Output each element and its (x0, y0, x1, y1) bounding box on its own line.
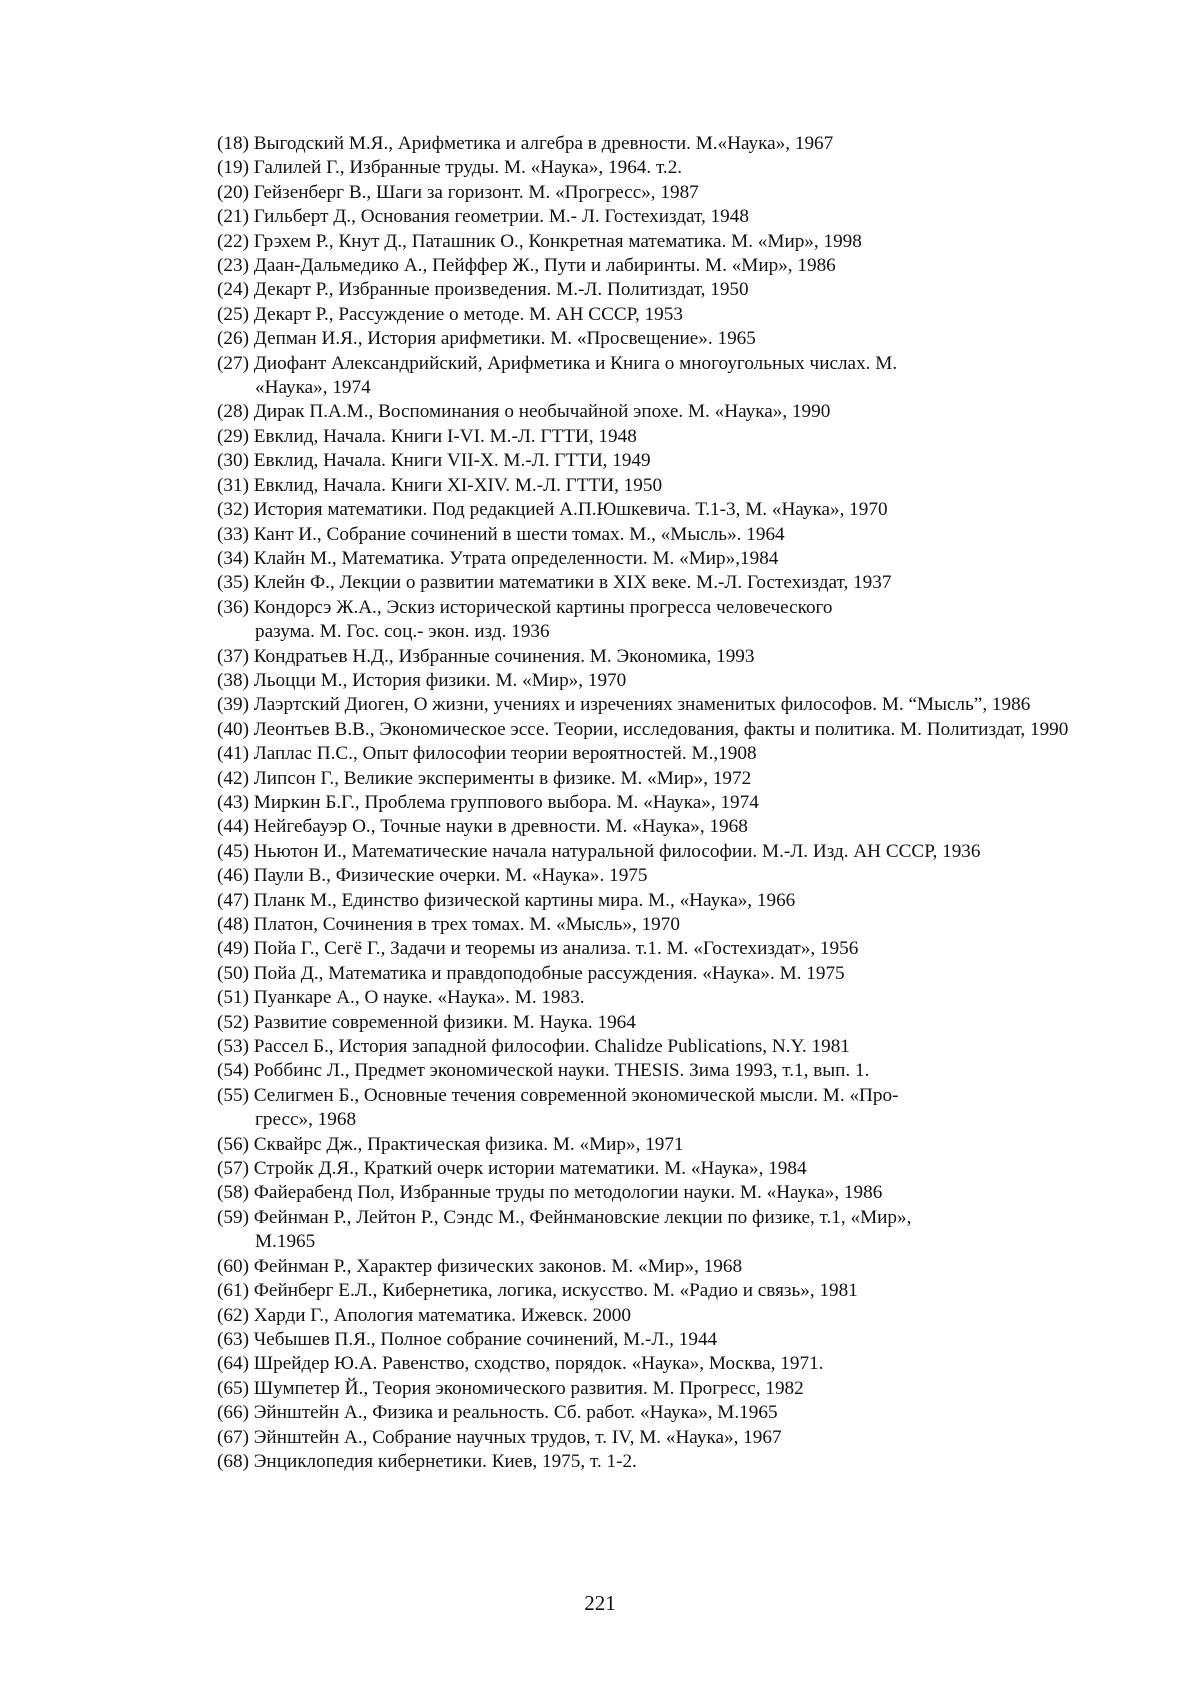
reference-item (217, 498, 1105, 522)
reference-number: (50) (217, 963, 249, 984)
reference-item (217, 645, 1105, 669)
reference-number: (26) (217, 328, 249, 349)
reference-text: Фейнман Р., Характер физических законов. М. «Мир», 1968 (254, 1256, 742, 1277)
reference-text: Файерабенд Пол, Избранные труды по методологии науки. М. «Наука», 1986 (254, 1182, 883, 1203)
reference-number: (42) (217, 768, 249, 789)
reference-number: (57) (217, 1158, 249, 1179)
reference-number: (64) (217, 1353, 249, 1374)
reference-item (217, 1157, 1105, 1181)
reference-item (217, 1133, 1105, 1157)
reference-text: Галилей Г., Избранные труды. М. «Наука», 1964. т.2. (254, 157, 682, 178)
reference-number: (32) (217, 499, 249, 520)
reference-number: (25) (217, 304, 249, 325)
reference-number: (53) (217, 1036, 249, 1057)
reference-item (217, 1084, 955, 1133)
reference-text: Депман И.Я., История арифметики. М. «Просвещение». 1965 (254, 328, 756, 349)
reference-text: Кондратьев Н.Д., Избранные сочинения. М. Экономика, 1993 (254, 646, 755, 667)
reference-item (217, 1011, 1105, 1035)
reference-number: (63) (217, 1329, 249, 1350)
reference-text: Пойа Г., Сегё Г., Задачи и теоремы из анализа. т.1. М. «Гостехиздат», 1956 (254, 938, 859, 959)
reference-number: (21) (217, 206, 249, 227)
reference-item (217, 669, 1105, 693)
reference-item (217, 1304, 1105, 1328)
reference-item (217, 937, 1105, 961)
reference-number: (55) (217, 1085, 249, 1106)
reference-text: Декарт Р., Избранные произведения. М.-Л. Политиздат, 1950 (254, 279, 749, 300)
reference-number: (24) (217, 279, 249, 300)
reference-text: Клейн Ф., Лекции о развитии математики в XIX веке. М.-Л. Гостехиздат, 1937 (254, 572, 892, 593)
reference-text: Развитие современной физики. М. Наука. 1964 (254, 1012, 636, 1033)
reference-item (217, 352, 955, 401)
reference-number: (45) (217, 841, 249, 862)
reference-item (217, 571, 1105, 595)
reference-text: Ньютон И., Математические начала натуральной философии. М.-Л. Изд. АН СССР, 1936 (254, 841, 981, 862)
reference-text: Планк М., Единство физической картины мира. М., «Наука», 1966 (254, 890, 796, 911)
reference-item (217, 400, 1105, 424)
reference-item (217, 1181, 935, 1205)
reference-item (217, 278, 1105, 302)
reference-item (217, 1059, 1105, 1083)
reference-number: (62) (217, 1305, 249, 1326)
reference-text: Даан-Дальмедико А., Пейффер Ж., Пути и лабиринты. М. «Мир», 1986 (254, 255, 836, 276)
reference-text: Кондорсэ Ж.А., Эскиз исторической картины прогресса человеческого разума. М. Гос. соц.- экон. изд. 1936 (254, 597, 833, 642)
reference-number: (29) (217, 426, 249, 447)
reference-item (217, 791, 1105, 815)
reference-text: Евклид, Начала. Книги VII-X. М.-Л. ГТТИ, 1949 (254, 450, 651, 471)
reference-number: (44) (217, 816, 249, 837)
reference-item (217, 449, 1105, 473)
reference-item (217, 425, 1105, 449)
reference-number: (47) (217, 890, 249, 911)
reference-text: Пуанкаре А., О науке. «Наука». М. 1983. (254, 987, 585, 1008)
reference-item (217, 815, 1105, 839)
reference-text: Нейгебауэр О., Точные науки в древности. М. «Наука», 1968 (254, 816, 748, 837)
reference-item (217, 718, 1105, 742)
reference-text: Эйнштейн А., Физика и реальность. Сб. работ. «Наука», М.1965 (254, 1402, 778, 1423)
reference-number: (27) (217, 353, 249, 374)
reference-text: Стройк Д.Я., Краткий очерк истории математики. М. «Наука», 1984 (254, 1158, 807, 1179)
reference-item (217, 523, 1105, 547)
reference-number: (48) (217, 914, 249, 935)
reference-number: (67) (217, 1427, 249, 1448)
reference-number: (38) (217, 670, 249, 691)
reference-item (217, 181, 1105, 205)
reference-number: (49) (217, 938, 249, 959)
reference-text: Энциклопедия кибернетики. Киев, 1975, т. 1-2. (254, 1451, 637, 1472)
reference-number: (54) (217, 1060, 249, 1081)
reference-number: (22) (217, 231, 249, 252)
reference-number: (52) (217, 1012, 249, 1033)
reference-number: (56) (217, 1134, 249, 1155)
reference-text: Гейзенберг В., Шаги за горизонт. М. «Прогресс», 1987 (254, 182, 699, 203)
reference-item (217, 1377, 1105, 1401)
reference-number: (28) (217, 401, 249, 422)
reference-text: Селигмен Б., Основные течения современной экономической мысли. М. «Про-гресс», 1968 (254, 1085, 899, 1130)
reference-item (217, 230, 1105, 254)
reference-item (217, 474, 1105, 498)
reference-text: Сквайрс Дж., Практическая физика. М. «Мир», 1971 (254, 1134, 684, 1155)
reference-text: Шрейдер Ю.А. Равенство, сходство, порядок. «Наука», Москва, 1971. (254, 1353, 824, 1374)
reference-number: (30) (217, 450, 249, 471)
reference-number: (43) (217, 792, 249, 813)
reference-item (217, 1401, 1105, 1425)
reference-text: Фейнберг Е.Л., Кибернетика, логика, искусство. М. «Радио и связь», 1981 (254, 1280, 858, 1301)
reference-text: Льоцци М., История физики. М. «Мир», 1970 (254, 670, 626, 691)
reference-text: Эйнштейн А., Собрание научных трудов, т. IV, М. «Наука», 1967 (254, 1427, 782, 1448)
document-page (0, 0, 1200, 1697)
reference-text: Рассел Б., История западной философии. Chalidze Publications, N.Y. 1981 (254, 1036, 850, 1057)
reference-item (217, 156, 1105, 180)
reference-number: (19) (217, 157, 249, 178)
reference-number: (18) (217, 133, 249, 154)
reference-text: Клайн М., Математика. Утрата определенности. М. «Мир»,1984 (254, 548, 779, 569)
reference-text: Паули В., Физические очерки. М. «Наука». 1975 (254, 865, 648, 886)
reference-item (217, 986, 1105, 1010)
reference-item (217, 767, 1105, 791)
reference-item (217, 1450, 1105, 1474)
reference-item (217, 547, 1105, 571)
reference-number: (20) (217, 182, 249, 203)
reference-number: (33) (217, 524, 249, 545)
reference-text: Евклид, Начала. Книги I-VI. М.-Л. ГТТИ, 1948 (254, 426, 637, 447)
reference-text: Диофант Александрийский, Арифметика и Книга о многоугольных числах. М. «Наука», 1974 (254, 353, 897, 398)
reference-item (217, 254, 1105, 278)
reference-item (217, 327, 1105, 351)
reference-number: (41) (217, 743, 249, 764)
reference-text: Липсон Г., Великие эксперименты в физике. М. «Мир», 1972 (254, 768, 751, 789)
reference-number: (51) (217, 987, 249, 1008)
reference-text: Выгодский М.Я., Арифметика и алгебра в древности. М.«Наука», 1967 (254, 133, 833, 154)
reference-text: Гильберт Д., Основания геометрии. М.- Л. Гостехиздат, 1948 (254, 206, 749, 227)
reference-number: (39) (217, 694, 249, 715)
reference-text: Роббинс Л., Предмет экономической науки. THESIS. Зима 1993, т.1, вып. 1. (254, 1060, 870, 1081)
reference-text: Лаплас П.С., Опыт философии теории вероятностей. М.,1908 (254, 743, 757, 764)
reference-number: (36) (217, 597, 249, 618)
reference-item (217, 962, 1105, 986)
reference-number: (35) (217, 572, 249, 593)
reference-text: Лаэртский Диоген, О жизни, учениях и изречениях знаменитых философов. М. “Мысль”, 1986 (254, 694, 1031, 715)
reference-text: Грэхем Р., Кнут Д., Паташник О., Конкретная математика. М. «Мир», 1998 (254, 231, 862, 252)
reference-list (217, 132, 1105, 1474)
reference-item (217, 1426, 1105, 1450)
reference-item (217, 913, 1105, 937)
reference-item (217, 132, 1105, 156)
reference-number: (31) (217, 475, 249, 496)
reference-text: Шумпетер Й., Теория экономического развития. М. Прогресс, 1982 (254, 1378, 804, 1399)
reference-text: Дирак П.А.М., Воспоминания о необычайной эпохе. М. «Наука», 1990 (254, 401, 831, 422)
reference-item (217, 840, 1105, 864)
reference-number: (61) (217, 1280, 249, 1301)
reference-number: (65) (217, 1378, 249, 1399)
reference-item (217, 1255, 1105, 1279)
reference-item (217, 864, 1105, 888)
reference-text: Леонтьев В.В., Экономическое эссе. Теории, исследования, факты и политика. М. Политиздат, 1990 (254, 719, 1069, 740)
reference-number: (58) (217, 1182, 249, 1203)
reference-item (217, 1328, 1105, 1352)
reference-number: (34) (217, 548, 249, 569)
reference-text: Фейнман Р., Лейтон Р., Сэндс М., Фейнмановские лекции по физике, т.1, «Мир», М.1965 (254, 1207, 912, 1252)
reference-item (217, 742, 1105, 766)
reference-number: (66) (217, 1402, 249, 1423)
reference-text: История математики. Под редакцией А.П.Юшкевича. Т.1-3, М. «Наука», 1970 (254, 499, 888, 520)
reference-item (217, 889, 1105, 913)
page-number: 221 (0, 1591, 1200, 1615)
reference-number: (46) (217, 865, 249, 886)
reference-text: Миркин Б.Г., Проблема группового выбора. М. «Наука», 1974 (254, 792, 759, 813)
reference-item (217, 1206, 945, 1255)
reference-text: Платон, Сочинения в трех томах. М. «Мысль», 1970 (254, 914, 680, 935)
reference-number: (59) (217, 1207, 249, 1228)
reference-number: (60) (217, 1256, 249, 1277)
reference-text: Декарт Р., Рассуждение о методе. М. АН СССР, 1953 (254, 304, 683, 325)
reference-number: (40) (217, 719, 249, 740)
reference-item (217, 1279, 1105, 1303)
reference-item (217, 693, 1105, 717)
reference-item (217, 303, 1105, 327)
reference-text: Евклид, Начала. Книги XI-XIV. М.-Л. ГТТИ, 1950 (254, 475, 662, 496)
reference-text: Пойа Д., Математика и правдоподобные рассуждения. «Наука». М. 1975 (254, 963, 845, 984)
reference-text: Чебышев П.Я., Полное собрание сочинений, М.-Л., 1944 (254, 1329, 717, 1350)
reference-item (217, 1352, 1105, 1376)
reference-number: (23) (217, 255, 249, 276)
reference-number: (68) (217, 1451, 249, 1472)
reference-item (217, 596, 895, 645)
reference-item (217, 1035, 1105, 1059)
reference-text: Кант И., Собрание сочинений в шести томах. М., «Мысль». 1964 (254, 524, 785, 545)
reference-number: (37) (217, 646, 249, 667)
reference-text: Харди Г., Апология математика. Ижевск. 2000 (254, 1305, 631, 1326)
reference-item (217, 205, 1105, 229)
